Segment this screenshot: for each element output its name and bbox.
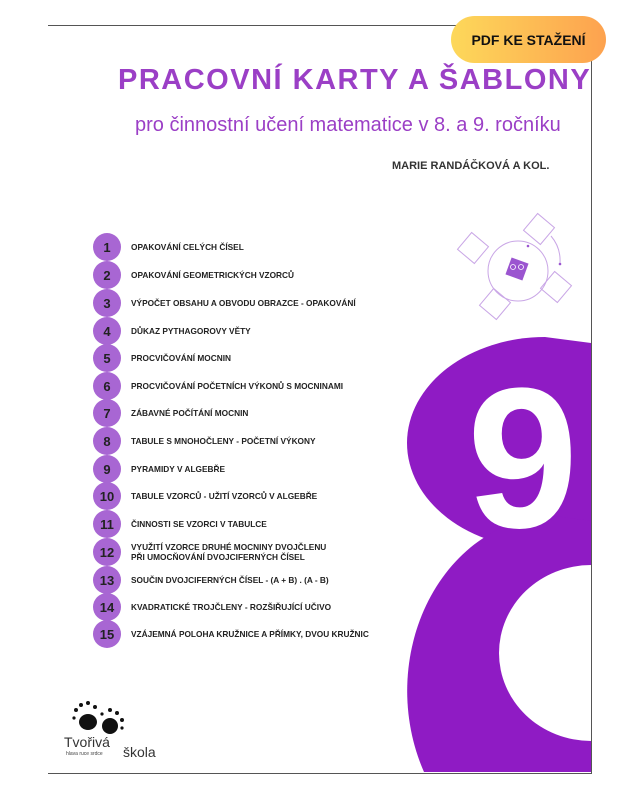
contents-item <box>93 538 326 566</box>
item-label: SOUČIN DVOJCIFERNÝCH ČÍSEL - (A + B) . (A - B) <box>131 575 329 585</box>
subtitle: pro činnostní učení matematice v 8. a 9. ročníku <box>135 114 561 136</box>
item-number: 1 <box>93 233 121 261</box>
item-label: VZÁJEMNÁ POLOHA KRUŽNICE A PŘÍMKY, DVOU KRUŽNIC <box>131 629 369 639</box>
logo-word-1: Tvořivá <box>64 734 110 750</box>
item-number: 8 <box>93 427 121 455</box>
item-number: 13 <box>93 566 121 594</box>
item-label: PROCVIČOVÁNÍ MOCNIN <box>131 353 232 363</box>
item-label: VÝPOČET OBSAHU A OBVODU OBRAZCE - OPAKOVÁNÍ <box>131 298 356 308</box>
item-number: 12 <box>93 538 121 566</box>
digit-nine: 9 <box>467 347 579 570</box>
logo-tagline: hlava ruce srdce <box>66 751 103 757</box>
hands-icon <box>64 700 134 736</box>
contents-item <box>93 233 244 261</box>
contents-item <box>93 399 248 427</box>
item-label: TABULE VZORCŮ - UŽITÍ VZORCŮ V ALGEBŘE <box>131 491 318 501</box>
pdf-download-button[interactable]: PDF KE STAŽENÍ <box>451 16 606 63</box>
item-label: OPAKOVÁNÍ GEOMETRICKÝCH VZORCŮ <box>131 270 295 280</box>
author: MARIE RANDÁČKOVÁ A KOL. <box>392 160 550 172</box>
contents-item <box>93 510 267 538</box>
item-label: PROCVIČOVÁNÍ POČETNÍCH VÝKONŮ S MOCNINAMI <box>131 381 344 391</box>
item-number: 6 <box>93 372 121 400</box>
contents-item <box>93 289 356 317</box>
contents-item <box>93 620 369 648</box>
contents-item <box>93 317 251 345</box>
item-label: KVADRATICKÉ TROJČLENY - ROZŠIŘUJÍCÍ UČIVO <box>131 602 332 612</box>
contents-item <box>93 427 316 455</box>
item-label: PYRAMIDY V ALGEBŘE <box>131 464 226 474</box>
contents-item <box>93 344 231 372</box>
item-number: 11 <box>93 510 121 538</box>
item-number: 4 <box>93 317 121 345</box>
item-number: 15 <box>93 620 121 648</box>
smiley-icon <box>505 257 528 280</box>
item-number: 5 <box>93 344 121 372</box>
page-title: PRACOVNÍ KARTY A ŠABLONY <box>118 64 592 96</box>
item-number: 2 <box>93 261 121 289</box>
contents-item <box>93 566 329 594</box>
contents-item <box>93 455 225 483</box>
item-label: ČINNOSTI SE VZORCI V TABULCE <box>131 519 267 529</box>
item-number: 10 <box>93 482 121 510</box>
item-label: ZÁBAVNÉ POČÍTÁNÍ MOCNIN <box>131 408 249 418</box>
item-label: VYUŽITÍ VZORCE DRUHÉ MOCNINY DVOJČLENU PŘI UMOCŇOVÁNÍ DVOJCIFERNÝCH ČÍSEL <box>131 542 327 562</box>
item-label: OPAKOVÁNÍ CELÝCH ČÍSEL <box>131 242 244 252</box>
tvoriva-skola-logo <box>64 700 164 762</box>
item-number: 7 <box>93 399 121 427</box>
item-number: 9 <box>93 455 121 483</box>
contents-item <box>93 593 331 621</box>
item-number: 3 <box>93 289 121 317</box>
logo-word-2: škola <box>123 744 156 760</box>
contents-item <box>93 482 317 510</box>
item-number: 14 <box>93 593 121 621</box>
contents-item <box>93 261 294 289</box>
item-label: TABULE S MNOHOČLENY - POČETNÍ VÝKONY <box>131 436 316 446</box>
contents-item <box>93 372 343 400</box>
item-label: DŮKAZ PYTHAGOROVY VĚTY <box>131 326 251 336</box>
